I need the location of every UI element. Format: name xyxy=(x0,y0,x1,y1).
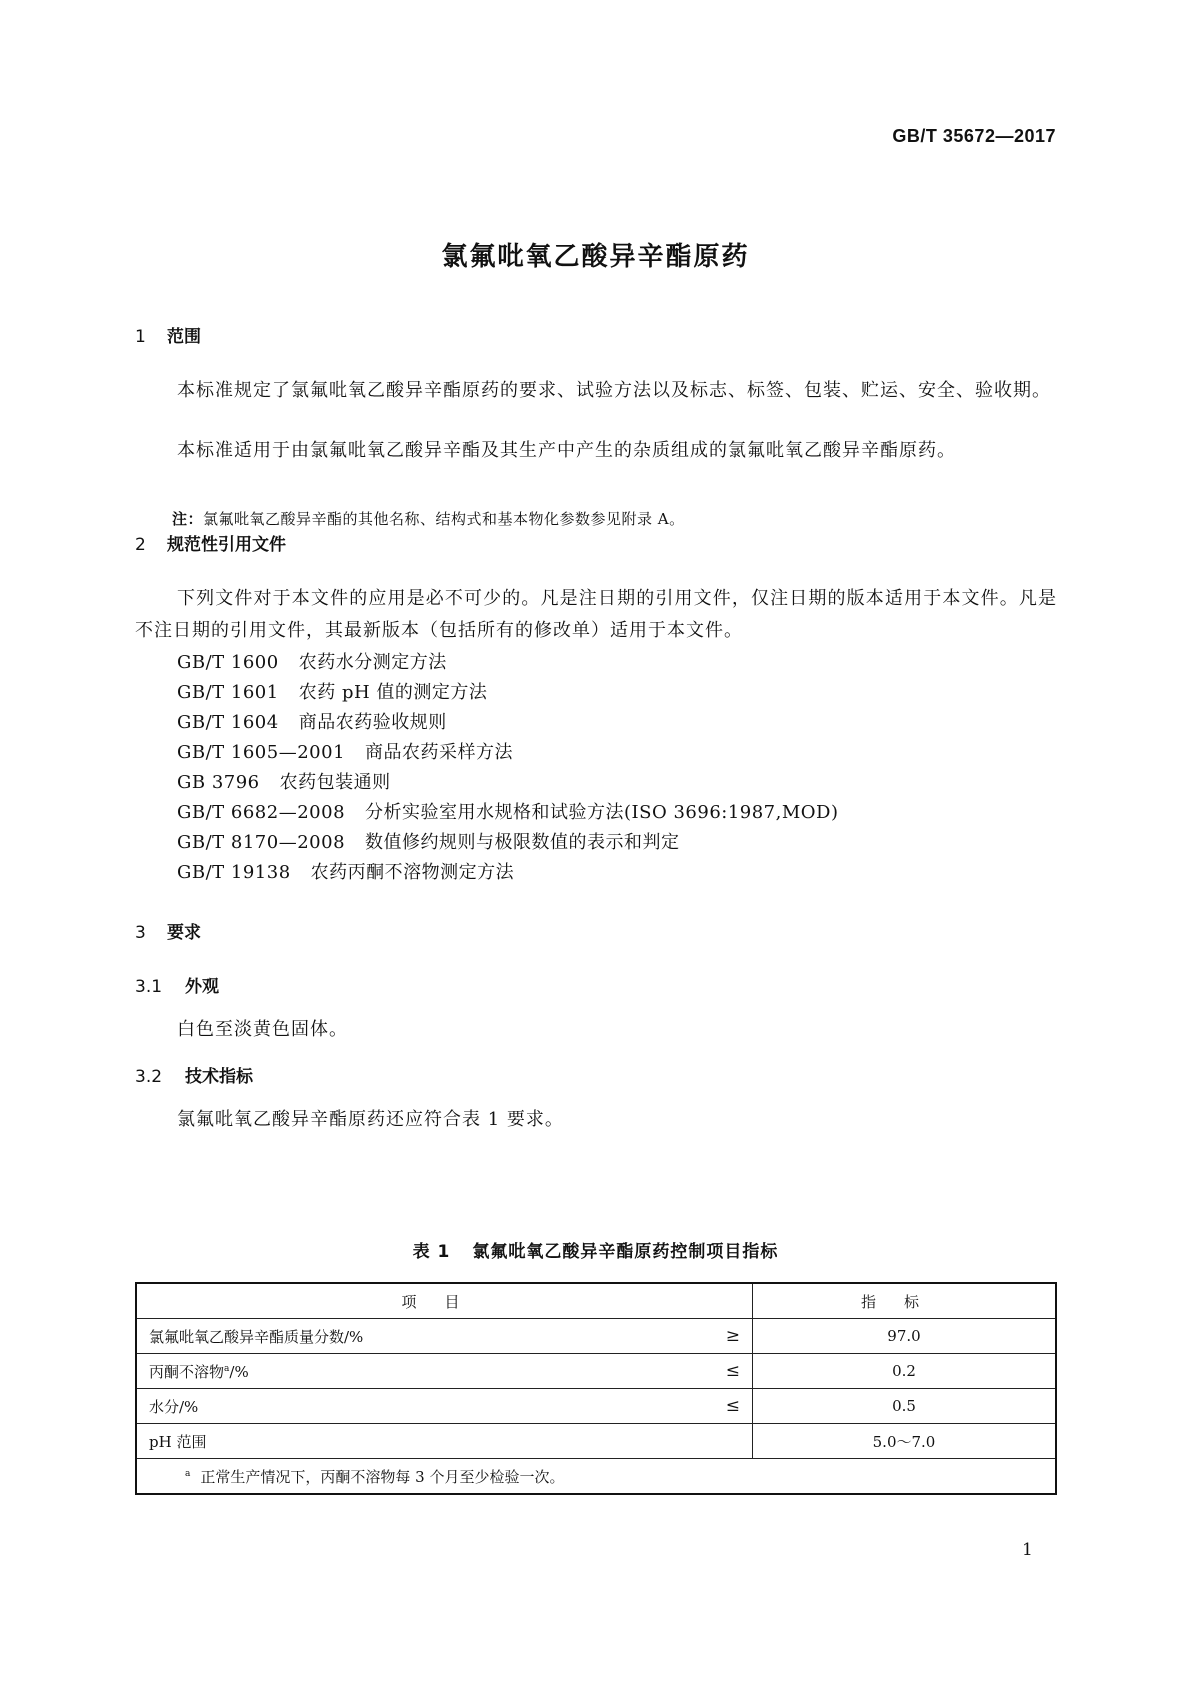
reference-name: 农药水分测定方法 xyxy=(298,652,447,673)
standard-number: GB/T 35672—2017 xyxy=(892,126,1056,146)
reference-item xyxy=(177,738,513,764)
item-text: 水分/% xyxy=(149,1397,199,1416)
section-number: 3.1 xyxy=(135,977,163,997)
footnote-mark: a xyxy=(185,1468,191,1479)
comparison-sign: ≤ xyxy=(725,1361,740,1381)
table-cell-item xyxy=(136,1319,753,1354)
table-footnote xyxy=(136,1459,1056,1495)
table-cell-value: 0.2 xyxy=(753,1354,1057,1389)
reference-name: 商品农药验收规则 xyxy=(298,712,447,733)
reference-name: 商品农药采样方法 xyxy=(365,742,514,763)
section-3-heading xyxy=(135,918,201,943)
table-cell-item xyxy=(136,1354,753,1389)
reference-item xyxy=(177,768,391,794)
table-header-row xyxy=(136,1283,1056,1319)
item-unit: /% xyxy=(229,1362,249,1381)
section-title: 技术指标 xyxy=(185,1067,253,1087)
reference-name: 分析实验室用水规格和试验方法(ISO 3696:1987,MOD) xyxy=(365,802,839,823)
footnote-reference: a xyxy=(224,1363,230,1374)
reference-code: GB/T 1600 xyxy=(177,652,279,673)
section-3-2-paragraph: 氯氟吡氧乙酸异辛酯原药还应符合表 1 要求。 xyxy=(177,1109,564,1130)
table-row xyxy=(136,1424,1056,1459)
reference-code: GB/T 1601 xyxy=(177,682,279,703)
section-1-heading xyxy=(135,322,201,347)
item-text: 氯氟吡氧乙酸异辛酯质量分数/% xyxy=(149,1327,364,1346)
reference-item xyxy=(177,648,447,674)
reference-item xyxy=(177,858,514,884)
table-title: 氯氟吡氧乙酸异辛酯原药控制项目指标 xyxy=(472,1242,779,1262)
reference-code: GB/T 1604 xyxy=(177,712,279,733)
section-1-paragraph-2: 本标准适用于由氯氟吡氧乙酸异辛酯及其生产中产生的杂质组成的氯氟吡氧乙酸异辛酯原药。 xyxy=(177,440,956,461)
table-cell-value: 0.5 xyxy=(753,1389,1057,1424)
table-number: 表 1 xyxy=(412,1242,451,1262)
item-text: pH 范围 xyxy=(149,1432,207,1451)
section-3-2-heading xyxy=(135,1062,253,1087)
table-cell-value: 97.0 xyxy=(753,1319,1057,1354)
reference-name: 数值修约规则与极限数值的表示和判定 xyxy=(365,832,680,853)
section-number: 2 xyxy=(135,535,146,555)
reference-item xyxy=(177,708,447,734)
section-number: 1 xyxy=(135,327,146,347)
spec-table xyxy=(135,1282,1057,1495)
reference-code: GB/T 6682—2008 xyxy=(177,802,346,823)
reference-item xyxy=(177,678,487,704)
note-text: 氯氟吡氧乙酸异辛酯的其他名称、结构式和基本物化参数参见附录 A。 xyxy=(203,510,685,528)
reference-name: 农药 pH 值的测定方法 xyxy=(298,682,488,703)
table-cell-value: 5.0～7.0 xyxy=(753,1424,1057,1459)
section-title: 范围 xyxy=(167,327,201,347)
section-number: 3.2 xyxy=(135,1067,163,1087)
section-2-paragraph: 下列文件对于本文件的应用是必不可少的。凡是注日期的引用文件，仅注日期的版本适用于本文件。凡是不注日期的引用文件，其最新版本（包括所有的修改单）适用于本文件。 xyxy=(135,588,1057,641)
table-cell-item xyxy=(136,1424,753,1459)
footnote-text: 正常生产情况下，丙酮不溶物每 3 个月至少检验一次。 xyxy=(200,1467,565,1486)
column-header-item: 项目 xyxy=(136,1283,753,1319)
reference-item xyxy=(177,798,839,824)
page-number: 1 xyxy=(1022,1540,1033,1560)
table-cell-item xyxy=(136,1389,753,1424)
reference-code: GB 3796 xyxy=(177,772,260,793)
comparison-sign: ≤ xyxy=(725,1396,740,1416)
section-1-paragraph-1: 本标准规定了氯氟吡氧乙酸异辛酯原药的要求、试验方法以及标志、标签、包装、贮运、安全、验收期。 xyxy=(177,380,1051,401)
note-label: 注： xyxy=(172,510,204,528)
document-title: 氯氟吡氧乙酸异辛酯原药 xyxy=(441,242,750,272)
section-1-note xyxy=(172,508,685,529)
table-row xyxy=(136,1389,1056,1424)
reference-code: GB/T 8170—2008 xyxy=(177,832,346,853)
reference-item xyxy=(177,828,680,854)
section-2-heading xyxy=(135,530,286,555)
section-3-1-heading xyxy=(135,972,219,997)
table-row xyxy=(136,1354,1056,1389)
section-title: 外观 xyxy=(185,977,219,997)
table-footnote-row xyxy=(136,1459,1056,1495)
comparison-sign: ≥ xyxy=(725,1326,740,1346)
table-row xyxy=(136,1319,1056,1354)
item-text: 丙酮不溶物 xyxy=(149,1362,225,1381)
reference-code: GB/T 19138 xyxy=(177,862,291,883)
section-title: 要求 xyxy=(167,923,201,943)
reference-name: 农药丙酮不溶物测定方法 xyxy=(310,862,515,883)
section-title: 规范性引用文件 xyxy=(167,535,286,555)
reference-name: 农药包装通则 xyxy=(279,772,391,793)
table-caption xyxy=(0,1237,1191,1262)
section-3-1-paragraph: 白色至淡黄色固体。 xyxy=(177,1019,348,1040)
reference-code: GB/T 1605—2001 xyxy=(177,742,346,763)
column-header-value: 指标 xyxy=(753,1283,1057,1319)
section-number: 3 xyxy=(135,923,146,943)
